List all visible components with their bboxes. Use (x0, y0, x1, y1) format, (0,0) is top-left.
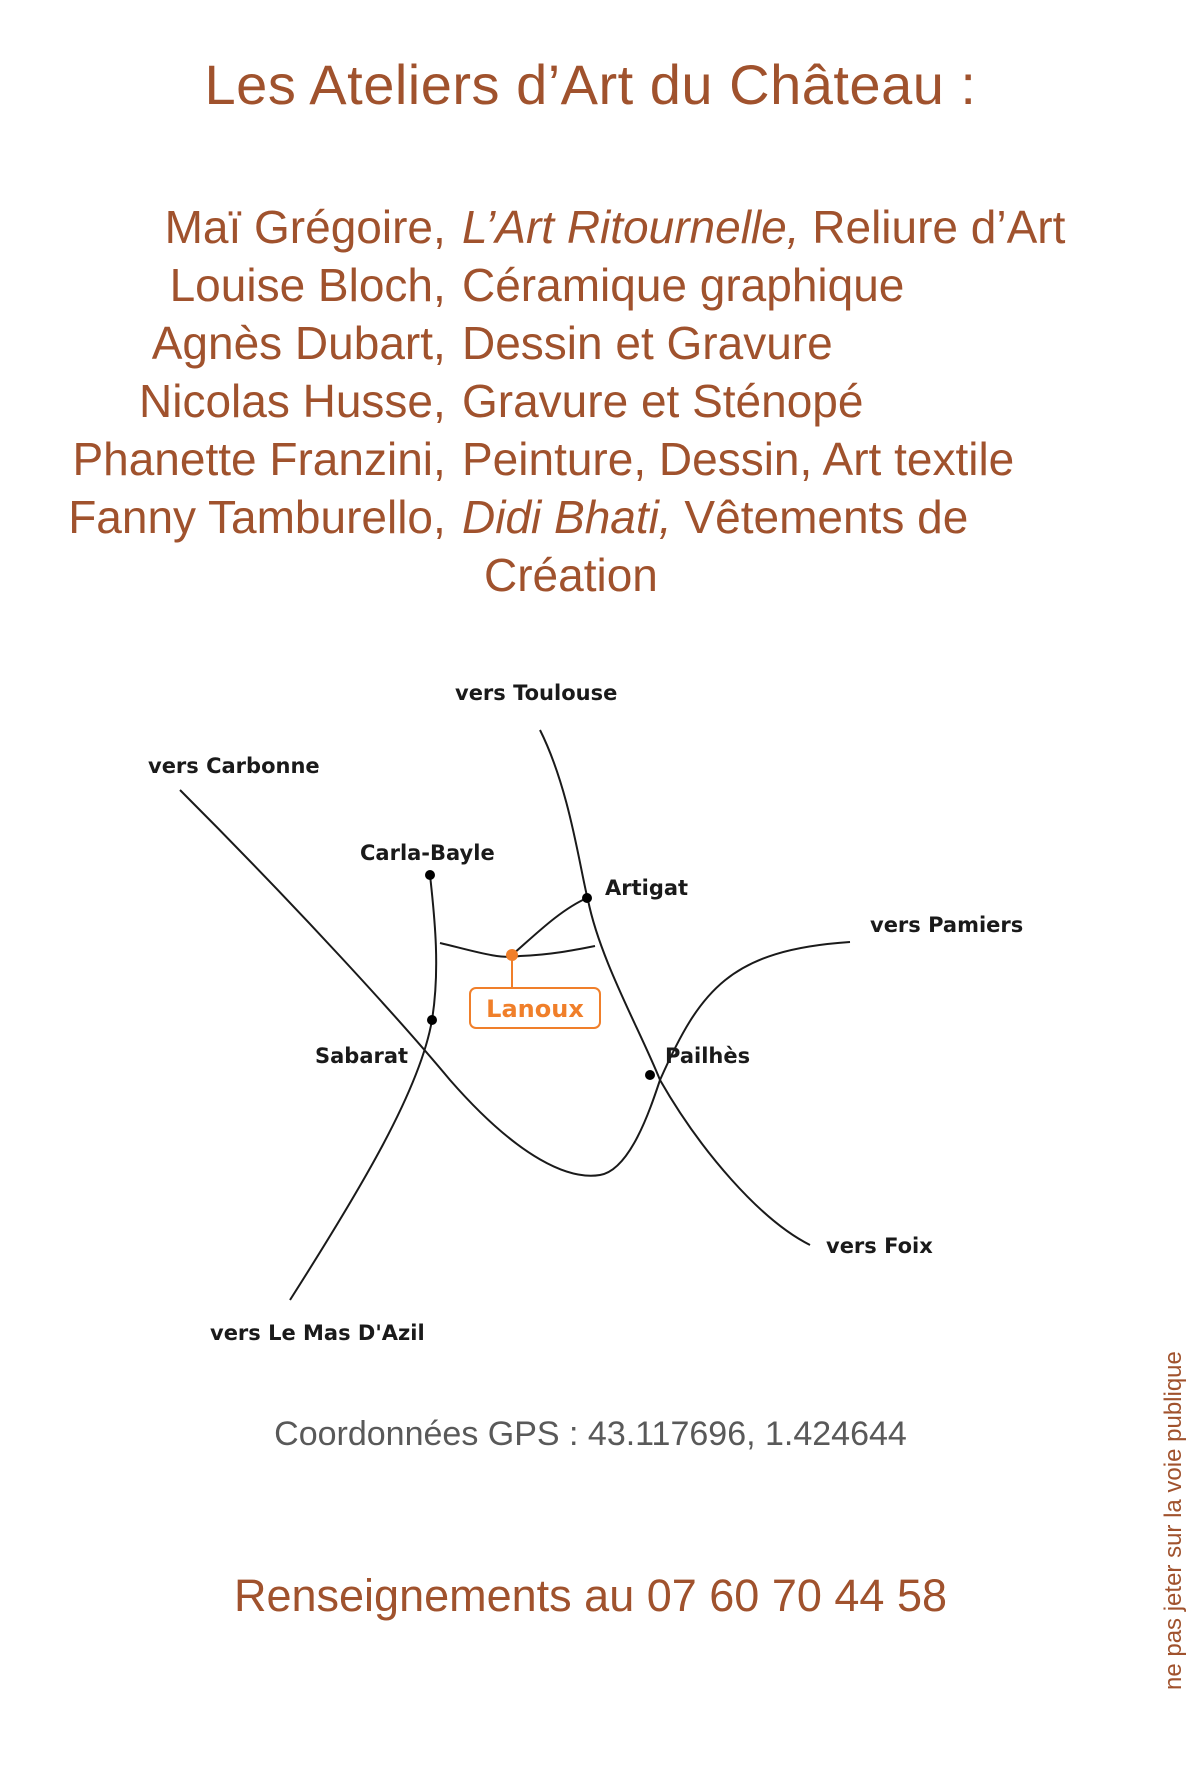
separator: , (433, 491, 446, 543)
carla-bayle-marker (425, 870, 435, 880)
artist-discipline (462, 374, 863, 428)
mas-dazil-label: vers Le Mas D'Azil (210, 1321, 425, 1345)
discipline-text: Gravure et Sténopé (462, 375, 864, 427)
artist-name: Louise Bloch (169, 259, 433, 311)
artigat-label: Artigat (605, 876, 689, 900)
discipline-text: Peinture, Dessin, Art textile (462, 433, 1015, 485)
artist-row (0, 316, 1181, 376)
artist-name: Phanette Franzini (72, 433, 433, 485)
sabarat-label: Sabarat (315, 1044, 409, 1068)
artigat-marker (582, 893, 592, 903)
carla-bayle-label: Carla-Bayle (360, 841, 495, 865)
toulouse-label: vers Toulouse (455, 681, 618, 705)
road-map (0, 670, 1181, 1350)
side-note: ne pas jeter sur la voie publique (1160, 1351, 1187, 1690)
artist-row (0, 432, 1181, 492)
artist-row (0, 374, 1181, 434)
carbonne-label: vers Carbonne (148, 754, 320, 778)
artist-row (0, 200, 1181, 260)
discipline-text: Céramique graphique (462, 259, 905, 311)
road-carbonne-pailhes (180, 790, 850, 1176)
separator: , (433, 201, 446, 253)
gps-coordinates: Coordonnées GPS : 43.117696, 1.424644 (274, 1415, 907, 1453)
artist-name: Nicolas Husse (139, 375, 433, 427)
artist-discipline (462, 432, 1014, 486)
separator: , (433, 317, 446, 369)
separator: , (433, 433, 446, 485)
artist-discipline (462, 490, 968, 544)
sabarat-marker (427, 1015, 437, 1025)
separator: , (433, 259, 446, 311)
pailhes-marker (645, 1070, 655, 1080)
artist-discipline-continuation: Création (484, 549, 658, 601)
artist-name: Agnès Dubart (151, 317, 433, 369)
studio-name: Didi Bhati, (462, 491, 672, 543)
contact-phone: Renseignements au 07 60 70 44 58 (233, 1570, 948, 1621)
artist-row (0, 258, 1181, 318)
discipline-text: Dessin et Gravure (462, 317, 833, 369)
discipline-text: Vêtements de (671, 491, 969, 543)
artist-name: Maï Grégoire (164, 201, 433, 253)
artist-discipline (462, 316, 833, 370)
artist-row (0, 490, 1181, 550)
separator: , (433, 375, 446, 427)
foix-label: vers Foix (826, 1234, 933, 1258)
artist-name: Fanny Tamburello (68, 491, 433, 543)
pamiers-label: vers Pamiers (870, 913, 1024, 937)
artist-discipline (462, 200, 1065, 254)
road-lanoux-artigat (512, 898, 587, 955)
artist-discipline (462, 258, 904, 312)
studio-name: L’Art Ritournelle, (462, 201, 800, 253)
lanoux-label: Lanoux (486, 995, 584, 1023)
pailhes-label: Pailhès (665, 1044, 751, 1068)
discipline-text: Reliure d’Art (799, 201, 1066, 253)
road-carlabayle-masdazil (290, 875, 436, 1300)
page-title: Les Ateliers d’Art du Château : (204, 53, 977, 116)
